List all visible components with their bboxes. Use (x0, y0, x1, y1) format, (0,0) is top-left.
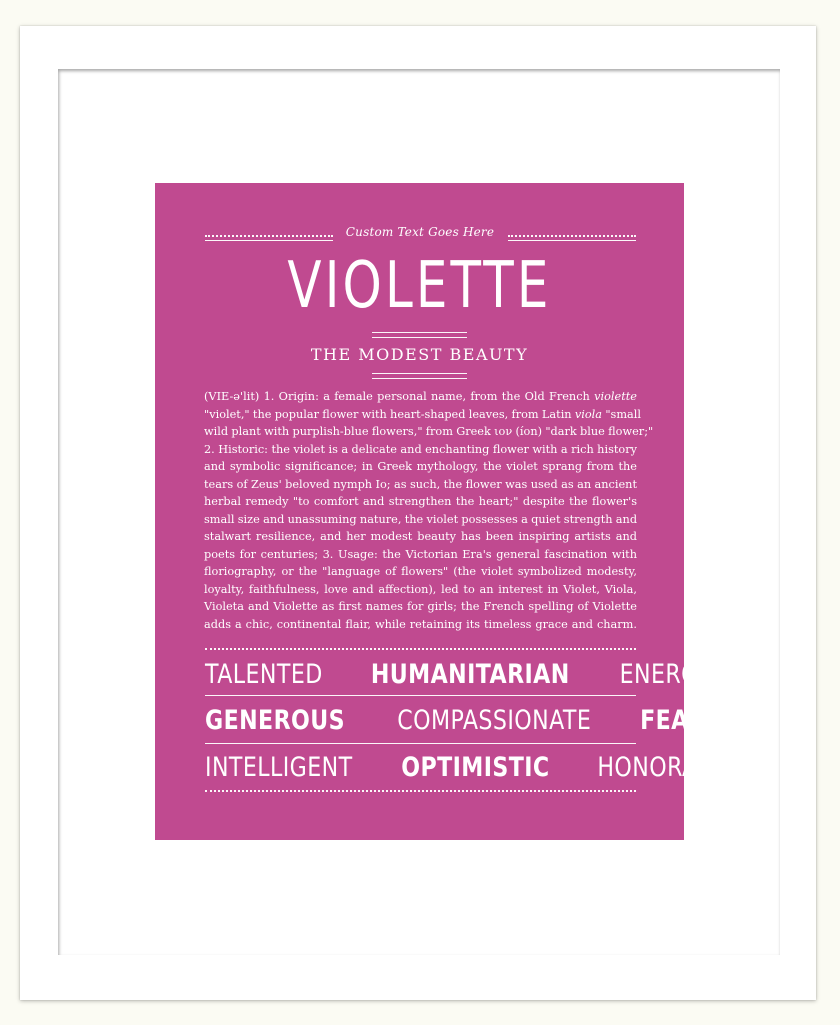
subtitle: THE MODEST BEAUTY (310, 345, 529, 364)
definition-line: "violet," the popular flower with heart-shaped leaves, from Latin viola "small (204, 407, 642, 421)
name-underline (372, 337, 467, 338)
trait-word: FEARLESS (640, 705, 769, 736)
traits-row-1 (205, 659, 750, 693)
custom-text-row (205, 225, 635, 247)
traits-row-2 (205, 705, 769, 739)
definition-line: 2. Historic: the violet is a delicate and enchanting flower with a rich history (204, 442, 637, 456)
definition-line: loyalty, faithfulness, love and affection), led to an interest in Violet, Viola, (204, 582, 637, 596)
definition-line: herbal remedy "to comfort and strengthen the heart;" despite the flower's (204, 495, 637, 508)
definition-line: poets for centuries; 3. Usage: the Victorian Era's general fascination with (204, 547, 637, 561)
subtitle-underline (372, 378, 467, 379)
definition-line: stalwart resilience, and her modest beauty has been inspiring artists and (204, 530, 637, 543)
definition-line: floriography, or the "language of flowers" (the violet symbolized modesty, (204, 565, 637, 578)
solid-divider (205, 695, 636, 696)
trait-word: HUMANITARIAN (370, 659, 570, 690)
dotted-divider (508, 235, 636, 237)
subtitle-underline (372, 373, 467, 374)
name-underline (372, 332, 467, 333)
dotted-divider (205, 235, 333, 237)
trait-word: ENERGETIC (619, 659, 750, 690)
definition-line: tears of Zeus' beloved nymph Io; as such, the flower was used as an ancient (204, 477, 637, 491)
name-print (155, 183, 769, 840)
traits-row-3 (205, 752, 741, 786)
definition-line: Violeta and Violette as first names for girls; the French spelling of Violette (204, 600, 637, 613)
solid-divider (508, 240, 636, 241)
trait-word: GENEROUS (205, 705, 346, 736)
trait-word: TALENTED (205, 659, 323, 690)
name-title: VIOLETTE (287, 249, 552, 323)
definition-line: (VIE-ə'lit) 1. Origin: a female personal name, from the Old French violette (204, 390, 637, 403)
definition-line: and symbolic significance; in Greek mythology, the violet sprang from the (204, 460, 637, 473)
definition-line: adds a chic, continental flair, while retaining its timeless grace and charm. (204, 617, 637, 631)
solid-divider (205, 743, 636, 744)
custom-text: Custom Text Goes Here (345, 225, 495, 239)
name-definition (204, 388, 654, 633)
trait-word: OPTIMISTIC (401, 752, 550, 783)
trait-word: INTELLIGENT (205, 752, 353, 783)
solid-divider (205, 240, 333, 241)
dotted-divider (205, 790, 636, 792)
trait-word: COMPASSIONATE (397, 705, 592, 736)
definition-line: wild plant with purplish-blue flowers," from Greek ιον (íon) "dark blue flower;" (204, 425, 654, 438)
dotted-divider (205, 648, 636, 650)
definition-line: small size and unassuming nature, the violet possesses a quiet strength and (204, 512, 638, 526)
trait-word: HONORABLE (597, 752, 741, 783)
